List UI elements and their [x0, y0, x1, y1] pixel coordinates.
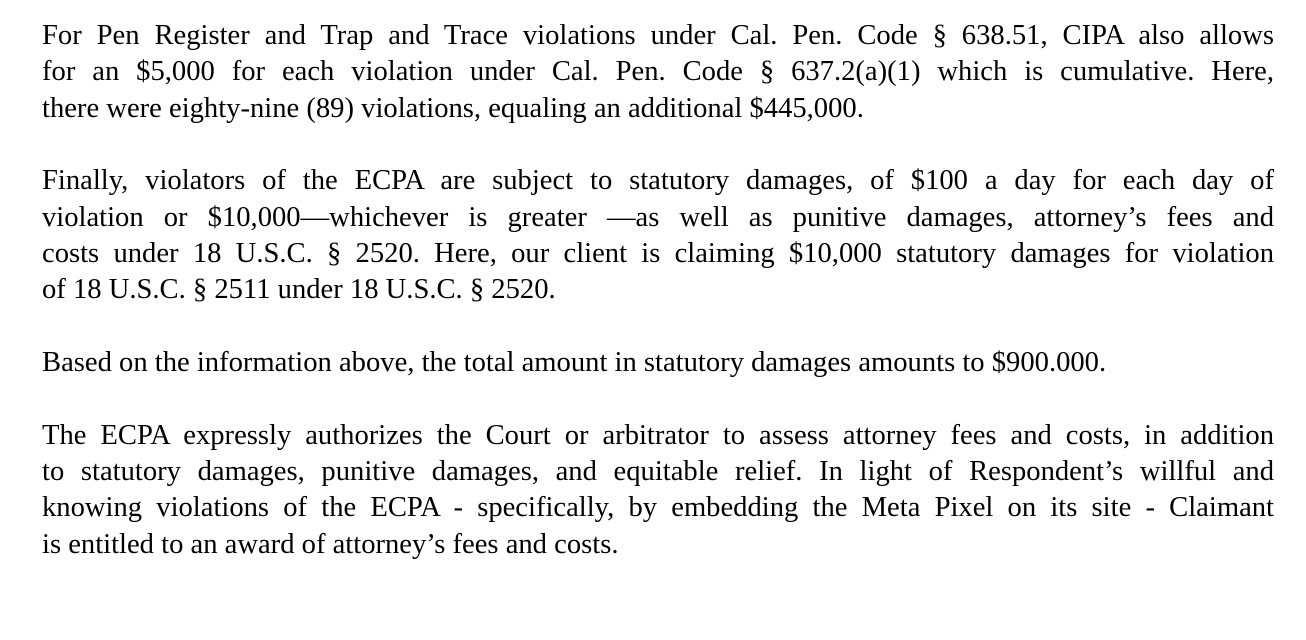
- paragraph-attorney-fees: [42, 418, 1274, 563]
- paragraph-line: The ECPA expressly authorizes the Court or arbitrator to assess attorney fees and costs, in addition: [42, 419, 1274, 451]
- paragraph-line: is entitled to an award of attorney’s fees and costs.: [42, 528, 619, 560]
- paragraph-line: there were eighty-nine (89) violations, equaling an additional $445,000.: [42, 92, 864, 124]
- paragraph-line: knowing violations of the ECPA - specifically, by embedding the Meta Pixel on its site - Claimant: [42, 492, 1274, 524]
- paragraph-line: costs under 18 U.S.C. § 2520. Here, our client is claiming $10,000 statutory damages for violation: [42, 237, 1274, 269]
- paragraph-ecpa-statutory-damages: [42, 163, 1274, 308]
- paragraph-cipa-pen-register: [42, 18, 1274, 127]
- paragraph-line: violation or $10,000—whichever is greater —as well as punitive damages, attorney’s fees and: [42, 201, 1274, 233]
- paragraph-line: Based on the information above, the total amount in statutory damages amounts to $900.000.: [42, 347, 1107, 379]
- document-body: [42, 18, 1274, 600]
- paragraph-line: of 18 U.S.C. § 2511 under 18 U.S.C. § 2520.: [42, 274, 556, 306]
- paragraph-line: for an $5,000 for each violation under Cal. Pen. Code § 637.2(a)(1) which is cumulative. Here,: [42, 56, 1274, 88]
- paragraph-line: For Pen Register and Trap and Trace violations under Cal. Pen. Code § 638.51, CIPA also allows: [42, 20, 1274, 51]
- paragraph-line: Finally, violators of the ECPA are subject to statutory damages, of $100 a day for each day of: [42, 165, 1274, 197]
- paragraph-line: to statutory damages, punitive damages, and equitable relief. In light of Respondent’s willful and: [42, 456, 1274, 488]
- paragraph-total-damages: [42, 345, 1274, 381]
